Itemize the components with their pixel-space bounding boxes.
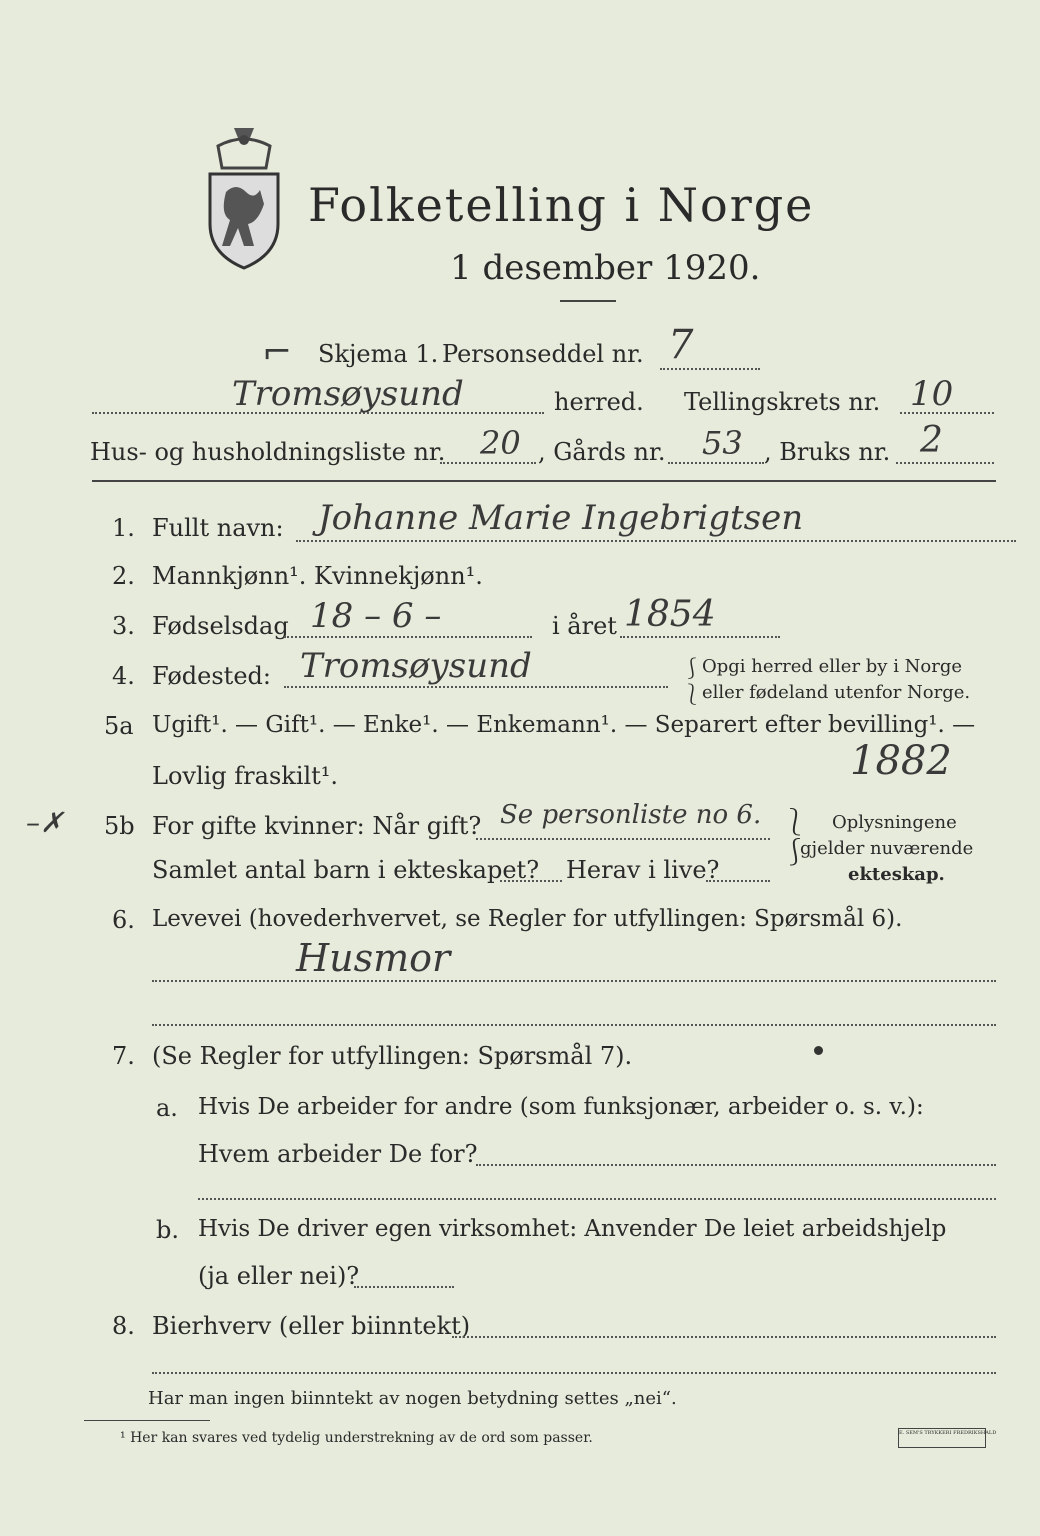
gards-value: 53 — [702, 424, 743, 462]
form-date: 1 desember 1920. — [450, 248, 761, 288]
q4-note-2: eller fødeland utenfor Norge. — [702, 682, 971, 703]
skjema-flourish: ⌐ — [262, 332, 293, 373]
q7b-text-2: (ja eller nei)? — [198, 1262, 360, 1290]
title-divider — [560, 300, 616, 302]
q1-value: Johanne Marie Ingebrigtsen — [318, 498, 804, 538]
personseddel-line — [660, 368, 760, 370]
q7a-line-1 — [476, 1164, 996, 1166]
q7a-number: a. — [156, 1094, 178, 1122]
q5b-note-2: gjelder nuværende — [800, 838, 974, 859]
printer-stamp — [898, 1428, 997, 1448]
q8-label: Bierhverv (eller biinntekt) — [152, 1312, 471, 1340]
q3-day-line — [284, 636, 532, 638]
herred-value: Tromsøysund — [232, 374, 464, 414]
q4-label: Fødested: — [152, 662, 271, 690]
q3-number: 3. — [112, 612, 135, 640]
q1-number: 1. — [112, 514, 135, 542]
q3-label: Fødselsdag — [152, 612, 289, 640]
q5a-line-2: Lovlig fraskilt¹. — [152, 762, 339, 790]
q7a-line-2 — [198, 1198, 996, 1200]
q1-line — [296, 540, 1016, 542]
herred-label: herred. — [554, 388, 644, 416]
q5b-note-1: Oplysningene — [832, 812, 957, 833]
q3-year-line — [620, 636, 780, 638]
q7b-line — [354, 1286, 454, 1288]
footnote: ¹ Her kan svares ved tydelig understrekning av de ord som passer. — [120, 1430, 593, 1446]
personseddel-label: Personseddel nr. — [442, 340, 644, 368]
q3-day-value: 18 – 6 – — [310, 596, 442, 636]
q7a-text-2: Hvem arbeider De for? — [198, 1140, 478, 1168]
q5b-value: Se personliste no 6. — [500, 800, 762, 830]
q8-number: 8. — [112, 1312, 135, 1340]
q5b-number: 5b — [104, 812, 135, 840]
footnote-rule — [84, 1420, 210, 1421]
q4-line — [284, 686, 668, 688]
q5b-label: For gifte kvinner: Når gift? — [152, 812, 482, 840]
header-rule — [92, 480, 996, 482]
q2-number: 2. — [112, 562, 135, 590]
tellingskrets-value: 10 — [910, 374, 954, 414]
q6-label: Levevei (hovederhvervet, se Regler for utfyllingen: Spørsmål 6). — [152, 906, 903, 932]
form-title: Folketelling i Norge — [308, 178, 815, 232]
q6-number: 6. — [112, 906, 135, 934]
q7a-text: Hvis De arbeider for andre (som funksjonær, arbeider o. s. v.): — [198, 1094, 924, 1120]
q5b-margin-mark: –✗ — [26, 806, 64, 839]
q4-brace-mark: ⎰ — [682, 656, 702, 680]
q2-label: Mannkjønn¹. Kvinnekjønn¹. — [152, 562, 483, 590]
gards-line — [668, 462, 764, 464]
tellingskrets-label: Tellingskrets nr. — [684, 388, 881, 416]
coat-of-arms-icon — [196, 122, 292, 272]
q3-year-label: i året — [552, 612, 617, 640]
q4-note-1: Opgi herred eller by i Norge — [702, 656, 963, 677]
q4-brace-mark-2: ⎱ — [682, 682, 702, 706]
bruks-value: 2 — [920, 420, 943, 461]
q7b-text: Hvis De driver egen virksomhet: Anvender De leiet arbeidshjelp — [198, 1216, 947, 1242]
personseddel-value: 7 — [668, 322, 694, 368]
q4-number: 4. — [112, 662, 135, 690]
q5a-number: 5a — [104, 712, 134, 740]
q5b-brace: ⎱ ⎰ — [782, 808, 809, 868]
q5b-line — [476, 838, 770, 840]
q5b-alive-line — [706, 880, 770, 882]
q4-value: Tromsøysund — [300, 646, 532, 686]
hus-label: Hus- og husholdningsliste nr. — [90, 438, 446, 466]
q3-year-value: 1854 — [624, 594, 716, 635]
skjema-label: Skjema 1. — [318, 340, 439, 368]
q1-label: Fullt navn: — [152, 514, 284, 542]
footer-note: Har man ingen biinntekt av nogen betydning settes „nei“. — [148, 1388, 677, 1409]
q8-line-2 — [152, 1372, 996, 1374]
q5b-children-line — [500, 880, 562, 882]
q7-number: 7. — [112, 1042, 135, 1070]
q6-line-2 — [152, 1024, 996, 1026]
gards-label: , Gårds nr. — [538, 438, 666, 466]
q6-value: Husmor — [296, 936, 451, 980]
q6-line-1 — [152, 980, 996, 982]
q5b-alive-label: Herav i live? — [566, 856, 720, 884]
bruks-line — [896, 462, 994, 464]
printer-stamp-text: E. SEM'S TRYKKERI FREDRIKSHALD — [899, 1430, 997, 1436]
q7-dot-mark — [814, 1046, 823, 1055]
q5b-children-label: Samlet antal barn i ekteskapet? — [152, 856, 540, 884]
bruks-label: , Bruks nr. — [764, 438, 891, 466]
hus-value: 20 — [480, 424, 521, 462]
q5b-note-3: ekteskap. — [848, 864, 945, 885]
q5a-year-note: 1882 — [850, 738, 952, 784]
q7-label: (Se Regler for utfyllingen: Spørsmål 7). — [152, 1042, 633, 1070]
q7b-number: b. — [156, 1216, 179, 1244]
q8-line-1 — [452, 1336, 996, 1338]
hus-line — [440, 462, 536, 464]
q5a-line-1: Ugift¹. — Gift¹. — Enke¹. — Enkemann¹. — Separert efter bevilling¹. — — [152, 712, 976, 738]
